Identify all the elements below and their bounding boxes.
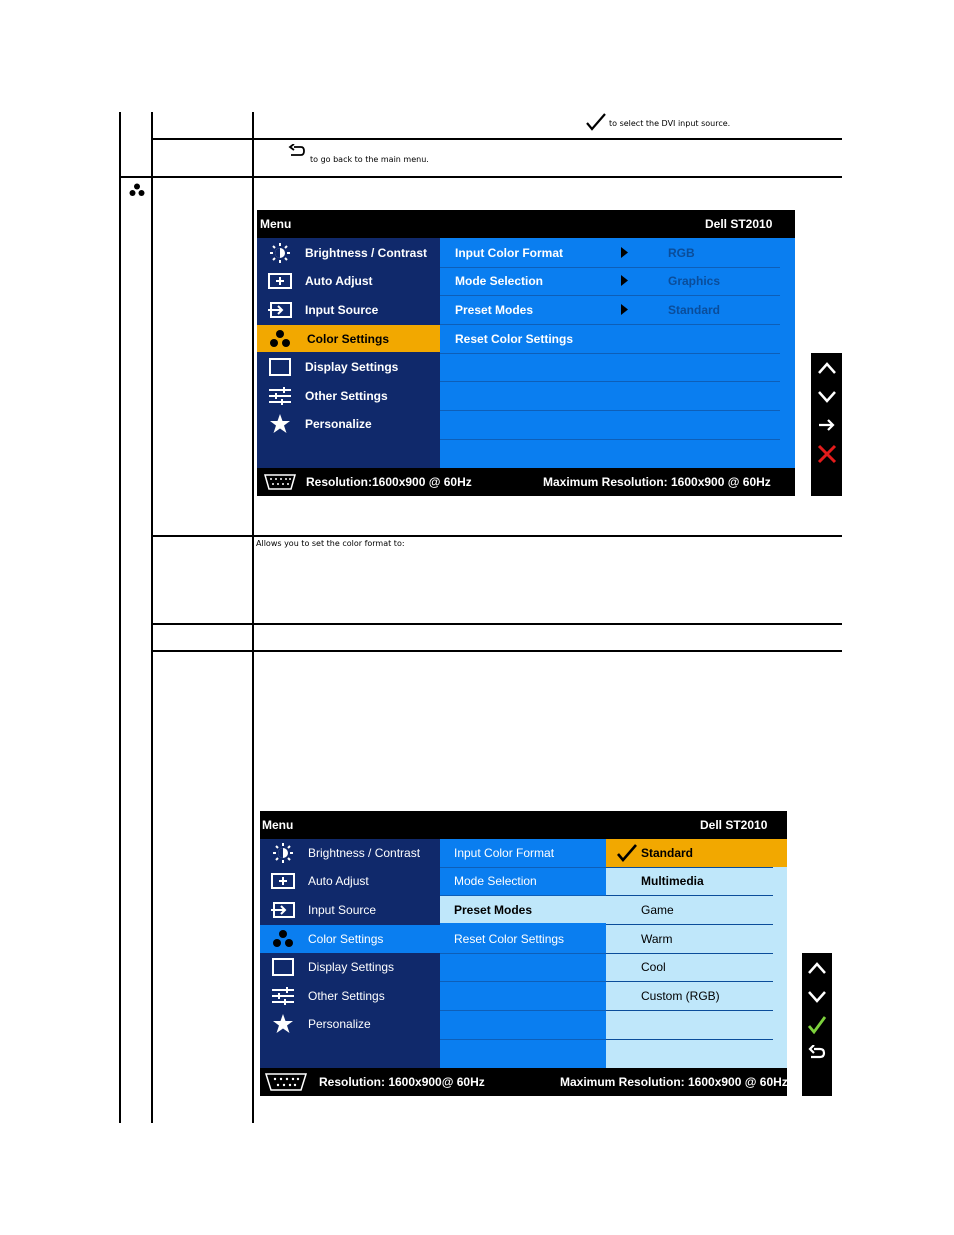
submenu-row-input-color-format[interactable] <box>440 239 780 266</box>
back-arrow-icon <box>288 144 306 160</box>
submenu-label: Reset Color Settings <box>455 332 574 346</box>
osd-footer <box>257 468 795 496</box>
menu-item-label: Personalize <box>308 1017 371 1031</box>
menu-item-auto-adjust[interactable] <box>260 867 440 895</box>
submenu-value: RGB <box>668 246 695 260</box>
menu-item-label: Auto Adjust <box>308 874 369 888</box>
option-game[interactable] <box>606 896 787 923</box>
checkmark-icon <box>586 113 606 131</box>
row-sep <box>151 535 842 537</box>
display-settings-icon <box>267 357 293 377</box>
divider <box>440 353 780 354</box>
option-warm[interactable] <box>606 925 787 952</box>
menu-item-color-settings[interactable] <box>260 925 440 953</box>
submenu-row-reset-color-settings[interactable] <box>440 925 606 952</box>
divider <box>440 953 606 954</box>
up-icon[interactable] <box>817 361 837 375</box>
divider <box>440 381 780 382</box>
submenu-label: Reset Color Settings <box>454 932 565 946</box>
row-sep <box>151 623 842 625</box>
star-icon <box>267 414 293 434</box>
menu-item-label: Other Settings <box>305 389 388 403</box>
osd-model-name: Dell ST2010 <box>700 818 768 832</box>
back-note: to go back to the main menu. <box>310 155 429 164</box>
menu-item-other-settings[interactable] <box>257 382 440 410</box>
star-icon <box>270 1014 296 1034</box>
option-label: Custom (RGB) <box>641 989 720 1003</box>
menu-item-label: Brightness / Contrast <box>308 846 421 860</box>
option-label: Cool <box>641 960 666 974</box>
submenu-label: Preset Modes <box>454 903 533 917</box>
submenu-label: Input Color Format <box>454 846 555 860</box>
submenu-row-mode-selection[interactable] <box>440 867 606 894</box>
submenu-value: Graphics <box>668 274 721 288</box>
option-multimedia[interactable] <box>606 867 787 894</box>
menu-item-label: Auto Adjust <box>305 274 373 288</box>
divider <box>440 439 780 440</box>
osd-button-bar <box>802 953 832 1096</box>
option-label: Warm <box>641 932 673 946</box>
option-label: Standard <box>641 846 694 860</box>
auto-adjust-icon <box>270 871 296 891</box>
submenu-row-reset-color-settings[interactable] <box>440 325 780 352</box>
input-source-icon <box>267 300 293 320</box>
down-icon[interactable] <box>807 990 827 1004</box>
other-settings-icon <box>267 386 293 406</box>
divider <box>606 1039 773 1040</box>
back-arrow-icon[interactable] <box>808 1045 826 1061</box>
up-icon[interactable] <box>807 961 827 975</box>
row-sep <box>119 176 842 178</box>
menu-item-label: Display Settings <box>305 360 399 374</box>
osd-header <box>257 210 795 238</box>
current-resolution: Resolution:1600x900 @ 60Hz <box>306 475 472 489</box>
max-resolution: Maximum Resolution: 1600x900 @ 60Hz <box>560 1075 788 1089</box>
color-format-description: Allows you to set the color format to: <box>256 539 405 548</box>
submenu-label: Mode Selection <box>454 874 537 888</box>
table-divider-2 <box>252 112 254 1123</box>
auto-adjust-icon <box>267 271 293 291</box>
divider <box>440 1039 606 1040</box>
vga-connector-icon <box>262 1072 310 1092</box>
menu-item-other-settings[interactable] <box>260 982 440 1010</box>
max-resolution: Maximum Resolution: 1600x900 @ 60Hz <box>543 475 771 489</box>
divider <box>440 1010 606 1011</box>
menu-item-brightness-contrast[interactable] <box>257 239 440 267</box>
color-settings-icon <box>129 183 145 197</box>
vga-connector-icon <box>261 473 299 491</box>
menu-item-brightness-contrast[interactable] <box>260 839 440 867</box>
submenu-row-mode-selection[interactable] <box>440 267 780 294</box>
current-resolution: Resolution: 1600x900@ 60Hz <box>319 1075 485 1089</box>
option-label: Game <box>641 903 674 917</box>
submenu-row-preset-modes[interactable] <box>440 296 780 323</box>
menu-item-color-settings[interactable] <box>257 325 440 352</box>
display-settings-icon <box>270 957 296 977</box>
option-standard[interactable] <box>606 839 787 867</box>
arrow-right-icon <box>621 247 629 258</box>
dvi-note: to select the DVI input source. <box>609 119 731 128</box>
submenu-value: Standard <box>668 303 721 317</box>
table-border-left <box>119 112 121 1123</box>
option-label: Multimedia <box>641 874 704 888</box>
osd-model-name: Dell ST2010 <box>705 217 773 231</box>
menu-item-label: Input Source <box>308 903 377 917</box>
menu-item-display-settings[interactable] <box>260 953 440 981</box>
checkmark-icon <box>616 844 638 862</box>
divider <box>440 981 606 982</box>
osd-footer <box>260 1068 787 1096</box>
checkmark-icon[interactable] <box>807 1016 827 1034</box>
color-settings-icon <box>267 329 293 349</box>
menu-item-label: Display Settings <box>308 960 395 974</box>
osd-menu-title: Menu <box>260 217 292 231</box>
brightness-icon <box>267 243 293 263</box>
other-settings-icon <box>270 986 296 1006</box>
menu-item-label: Personalize <box>305 417 372 431</box>
row-sep <box>151 138 842 140</box>
menu-item-display-settings[interactable] <box>257 353 440 381</box>
menu-item-label: Other Settings <box>308 989 385 1003</box>
table-divider-1 <box>151 112 153 1123</box>
arrow-right-icon <box>621 304 629 315</box>
color-settings-icon <box>270 929 296 949</box>
close-icon[interactable] <box>817 444 837 464</box>
osd-menu-preset-modes <box>260 811 787 1096</box>
menu-item-label: Input Source <box>305 303 379 317</box>
osd-header <box>260 811 787 839</box>
osd-menu-color-settings <box>257 210 795 496</box>
submenu-label: Mode Selection <box>455 274 544 288</box>
brightness-icon <box>270 843 296 863</box>
down-icon[interactable] <box>817 390 837 404</box>
menu-item-label: Color Settings <box>307 332 390 346</box>
submenu-label: Preset Modes <box>455 303 534 317</box>
menu-item-input-source[interactable] <box>260 896 440 924</box>
menu-item-personalize[interactable] <box>257 410 440 438</box>
submenu-row-input-color-format[interactable] <box>440 839 606 866</box>
arrow-right-icon <box>621 275 629 286</box>
osd-button-bar <box>811 353 842 496</box>
submenu-row-preset-modes[interactable] <box>440 896 606 923</box>
option-custom-rgb[interactable] <box>606 982 787 1009</box>
input-source-icon <box>270 900 296 920</box>
menu-item-input-source[interactable] <box>257 296 440 324</box>
menu-item-auto-adjust[interactable] <box>257 267 440 295</box>
option-cool[interactable] <box>606 953 787 980</box>
row-sep <box>151 650 842 652</box>
menu-item-label: Color Settings <box>308 932 384 946</box>
osd-menu-title: Menu <box>262 818 294 832</box>
divider <box>440 410 780 411</box>
divider <box>606 1010 773 1011</box>
menu-item-label: Brightness / Contrast <box>305 246 428 260</box>
enter-arrow-icon[interactable] <box>818 419 836 431</box>
menu-item-personalize[interactable] <box>260 1010 440 1038</box>
submenu-label: Input Color Format <box>455 246 563 260</box>
